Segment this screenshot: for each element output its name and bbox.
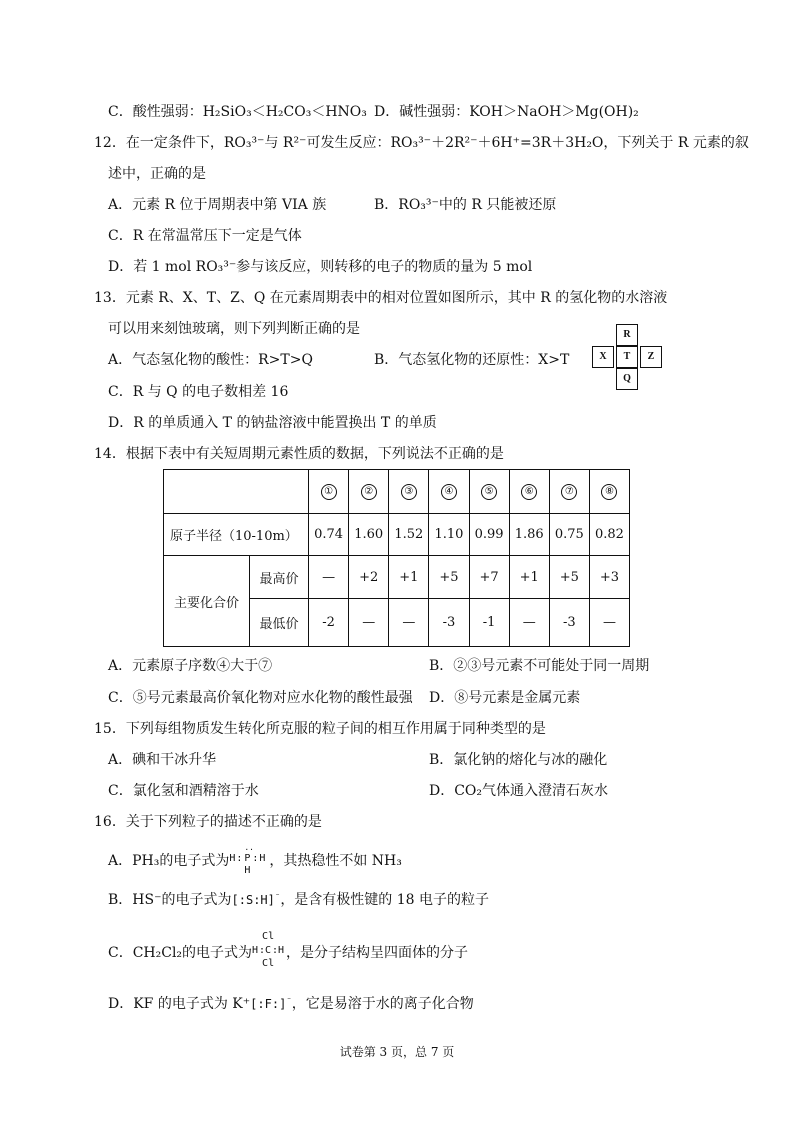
q14-stem: 14．根据下表中有关短周期元素性质的数据，下列说法不正确的是 xyxy=(94,446,504,462)
q15-option-d: D．CO₂气体通入澄清石灰水 xyxy=(429,783,609,799)
q14-option-b: B．②③号元素不可能处于同一周期 xyxy=(429,658,650,674)
kf-electron-formula: [:F:]⁻ xyxy=(250,996,292,1011)
q11-option-d: D．碱性强弱：KOH＞NaOH＞Mg(OH)₂ xyxy=(374,104,639,120)
radius-cell: 1.10 xyxy=(429,514,469,556)
hs-h: H xyxy=(260,893,268,907)
q16-c-prefix: C．CH₂Cl₂的电子式为 xyxy=(108,945,253,961)
q16-option-c xyxy=(108,931,469,969)
q12-stem-line2: 述中，正确的是 xyxy=(108,166,206,182)
col-header: ① xyxy=(309,470,349,514)
table-corner xyxy=(164,470,309,514)
ch2cl2-cl-bottom: Cl xyxy=(262,958,275,969)
q12-option-c: C．R 在常温常压下一定是气体 xyxy=(108,228,302,244)
ph3-electron-formula: H : P ·· : H H xyxy=(229,850,269,872)
ch2cl2-electron-formula: Cl H : C : H Cl xyxy=(252,942,286,964)
q16-d-prefix: D．KF 的电子式为 K⁺ xyxy=(108,996,251,1012)
min-valence-cell: -3 xyxy=(549,599,589,647)
radius-cell: 1.60 xyxy=(349,514,389,556)
q15-stem: 15．下列每组物质发生转化所克服的粒子间的相互作用属于同种类型的是 xyxy=(94,721,546,737)
radius-cell: 0.99 xyxy=(469,514,509,556)
kf-f: F xyxy=(264,997,272,1011)
q15-option-b: B．氯化钠的熔化与冰的融化 xyxy=(429,752,608,768)
max-valence-cell: +1 xyxy=(389,556,429,599)
q16-a-prefix: A．PH₃的电子式为 xyxy=(108,853,230,869)
min-valence-cell: — xyxy=(349,599,389,647)
ch2cl2-h-left: H xyxy=(252,945,259,956)
ch2cl2-h-right: H xyxy=(278,945,285,956)
radius-label: 原子半径（10-10m） xyxy=(164,514,309,556)
min-valence-cell: -1 xyxy=(469,599,509,647)
q14-option-a: A．元素原子序数④大于⑦ xyxy=(108,658,273,674)
col-header: ④ xyxy=(429,470,469,514)
max-valence-cell: +7 xyxy=(469,556,509,599)
min-valence-cell: -3 xyxy=(429,599,469,647)
ch2cl2-cl-top: Cl xyxy=(262,931,275,942)
col-header: ⑦ xyxy=(549,470,589,514)
q16-stem: 16．关于下列粒子的描述不正确的是 xyxy=(94,814,322,830)
q13-stem-line1: 13．元素 R、X、T、Z、Q 在元素周期表中的相对位置如图所示，其中 R 的氢化物的水溶液 xyxy=(94,290,668,306)
q16-option-b xyxy=(108,891,489,909)
max-valence-cell: +1 xyxy=(509,556,549,599)
q13-option-b: B．气态氢化物的还原性：X>T xyxy=(374,352,570,368)
q13-option-c: C．R 与 Q 的电子数相差 16 xyxy=(108,384,289,400)
max-valence-cell: +3 xyxy=(589,556,629,599)
valence-label: 主要化合价 xyxy=(164,556,250,647)
col-header: ⑥ xyxy=(509,470,549,514)
ph3-h-right: H xyxy=(259,853,266,864)
radius-cell: 1.52 xyxy=(389,514,429,556)
cell-q: Q xyxy=(616,368,638,390)
q14-option-d: D．⑧号元素是金属元素 xyxy=(429,690,581,706)
ph3-p: P xyxy=(244,853,251,864)
q16-option-a xyxy=(108,845,402,876)
q11-option-c: C．酸性强弱：H₂SiO₃＜H₂CO₃＜HNO₃ xyxy=(108,104,367,120)
radius-cell: 0.75 xyxy=(549,514,589,556)
q12-option-b: B．RO₃³⁻中的 R 只能被还原 xyxy=(374,197,557,213)
cell-t: T xyxy=(616,346,638,368)
periodic-position-diagram xyxy=(592,324,662,390)
element-property-table xyxy=(163,469,630,647)
min-valence-cell: — xyxy=(589,599,629,647)
q13-option-d: D．R 的单质通入 T 的钠盐溶液中能置换出 T 的单质 xyxy=(108,415,437,431)
max-valence-cell: +5 xyxy=(549,556,589,599)
max-valence-cell: +5 xyxy=(429,556,469,599)
col-header: ③ xyxy=(389,470,429,514)
cell-r: R xyxy=(616,324,638,346)
q13-option-a: A．气态氢化物的酸性：R>T>Q xyxy=(108,352,313,368)
ph3-h-bottom: H xyxy=(244,865,251,876)
col-header: ② xyxy=(349,470,389,514)
q12-option-a: A．元素 R 位于周期表中第 VIA 族 xyxy=(108,197,327,213)
hs-electron-formula: [:S:H]⁻ xyxy=(231,892,281,907)
q14-option-c: C．⑤号元素最高价氧化物对应水化物的酸性最强 xyxy=(108,690,413,706)
page-footer: 试卷第 3 页，总 7 页 xyxy=(339,1045,455,1059)
max-valence-cell: — xyxy=(309,556,349,599)
q16-b-suffix: ，是含有极性键的 18 电子的粒子 xyxy=(280,892,490,908)
max-valence-label: 最高价 xyxy=(250,556,309,599)
radius-cell: 0.82 xyxy=(589,514,629,556)
q15-option-a: A．碘和干冰升华 xyxy=(108,752,217,768)
col-header: ⑤ xyxy=(469,470,509,514)
q16-c-suffix: ，是分子结构呈四面体的分子 xyxy=(286,945,469,961)
q13-stem-line2: 可以用来刻蚀玻璃，则下列判断正确的是 xyxy=(108,321,360,337)
min-valence-cell: -2 xyxy=(309,599,349,647)
min-valence-cell: — xyxy=(389,599,429,647)
radius-cell: 1.86 xyxy=(509,514,549,556)
col-header: ⑧ xyxy=(589,470,629,514)
ch2cl2-c: C xyxy=(265,945,272,956)
q16-d-suffix: ，它是易溶于水的离子化合物 xyxy=(291,996,474,1012)
q16-a-suffix: ，其热稳性不如 NH₃ xyxy=(269,853,402,869)
q12-stem-line1: 12．在一定条件下，RO₃³⁻与 R²⁻可发生反应：RO₃³⁻＋2R²⁻＋6H⁺=3R＋3H₂O，下列关于 R 元素的叙 xyxy=(94,135,749,151)
min-valence-label: 最低价 xyxy=(250,599,309,647)
cell-z: Z xyxy=(640,346,662,368)
radius-cell: 0.74 xyxy=(309,514,349,556)
min-valence-cell: — xyxy=(509,599,549,647)
q16-option-d xyxy=(108,995,474,1013)
q12-option-d: D．若 1 mol RO₃³⁻参与该反应，则转移的电子的物质的量为 5 mol xyxy=(108,259,533,275)
cell-x: X xyxy=(592,346,614,368)
max-valence-cell: +2 xyxy=(349,556,389,599)
ph3-h-left: H xyxy=(229,853,236,864)
q15-option-c: C．氯化氢和酒精溶于水 xyxy=(108,783,259,799)
q16-b-prefix: B．HS⁻的电子式为 xyxy=(108,892,232,908)
hs-s: S xyxy=(245,893,254,907)
